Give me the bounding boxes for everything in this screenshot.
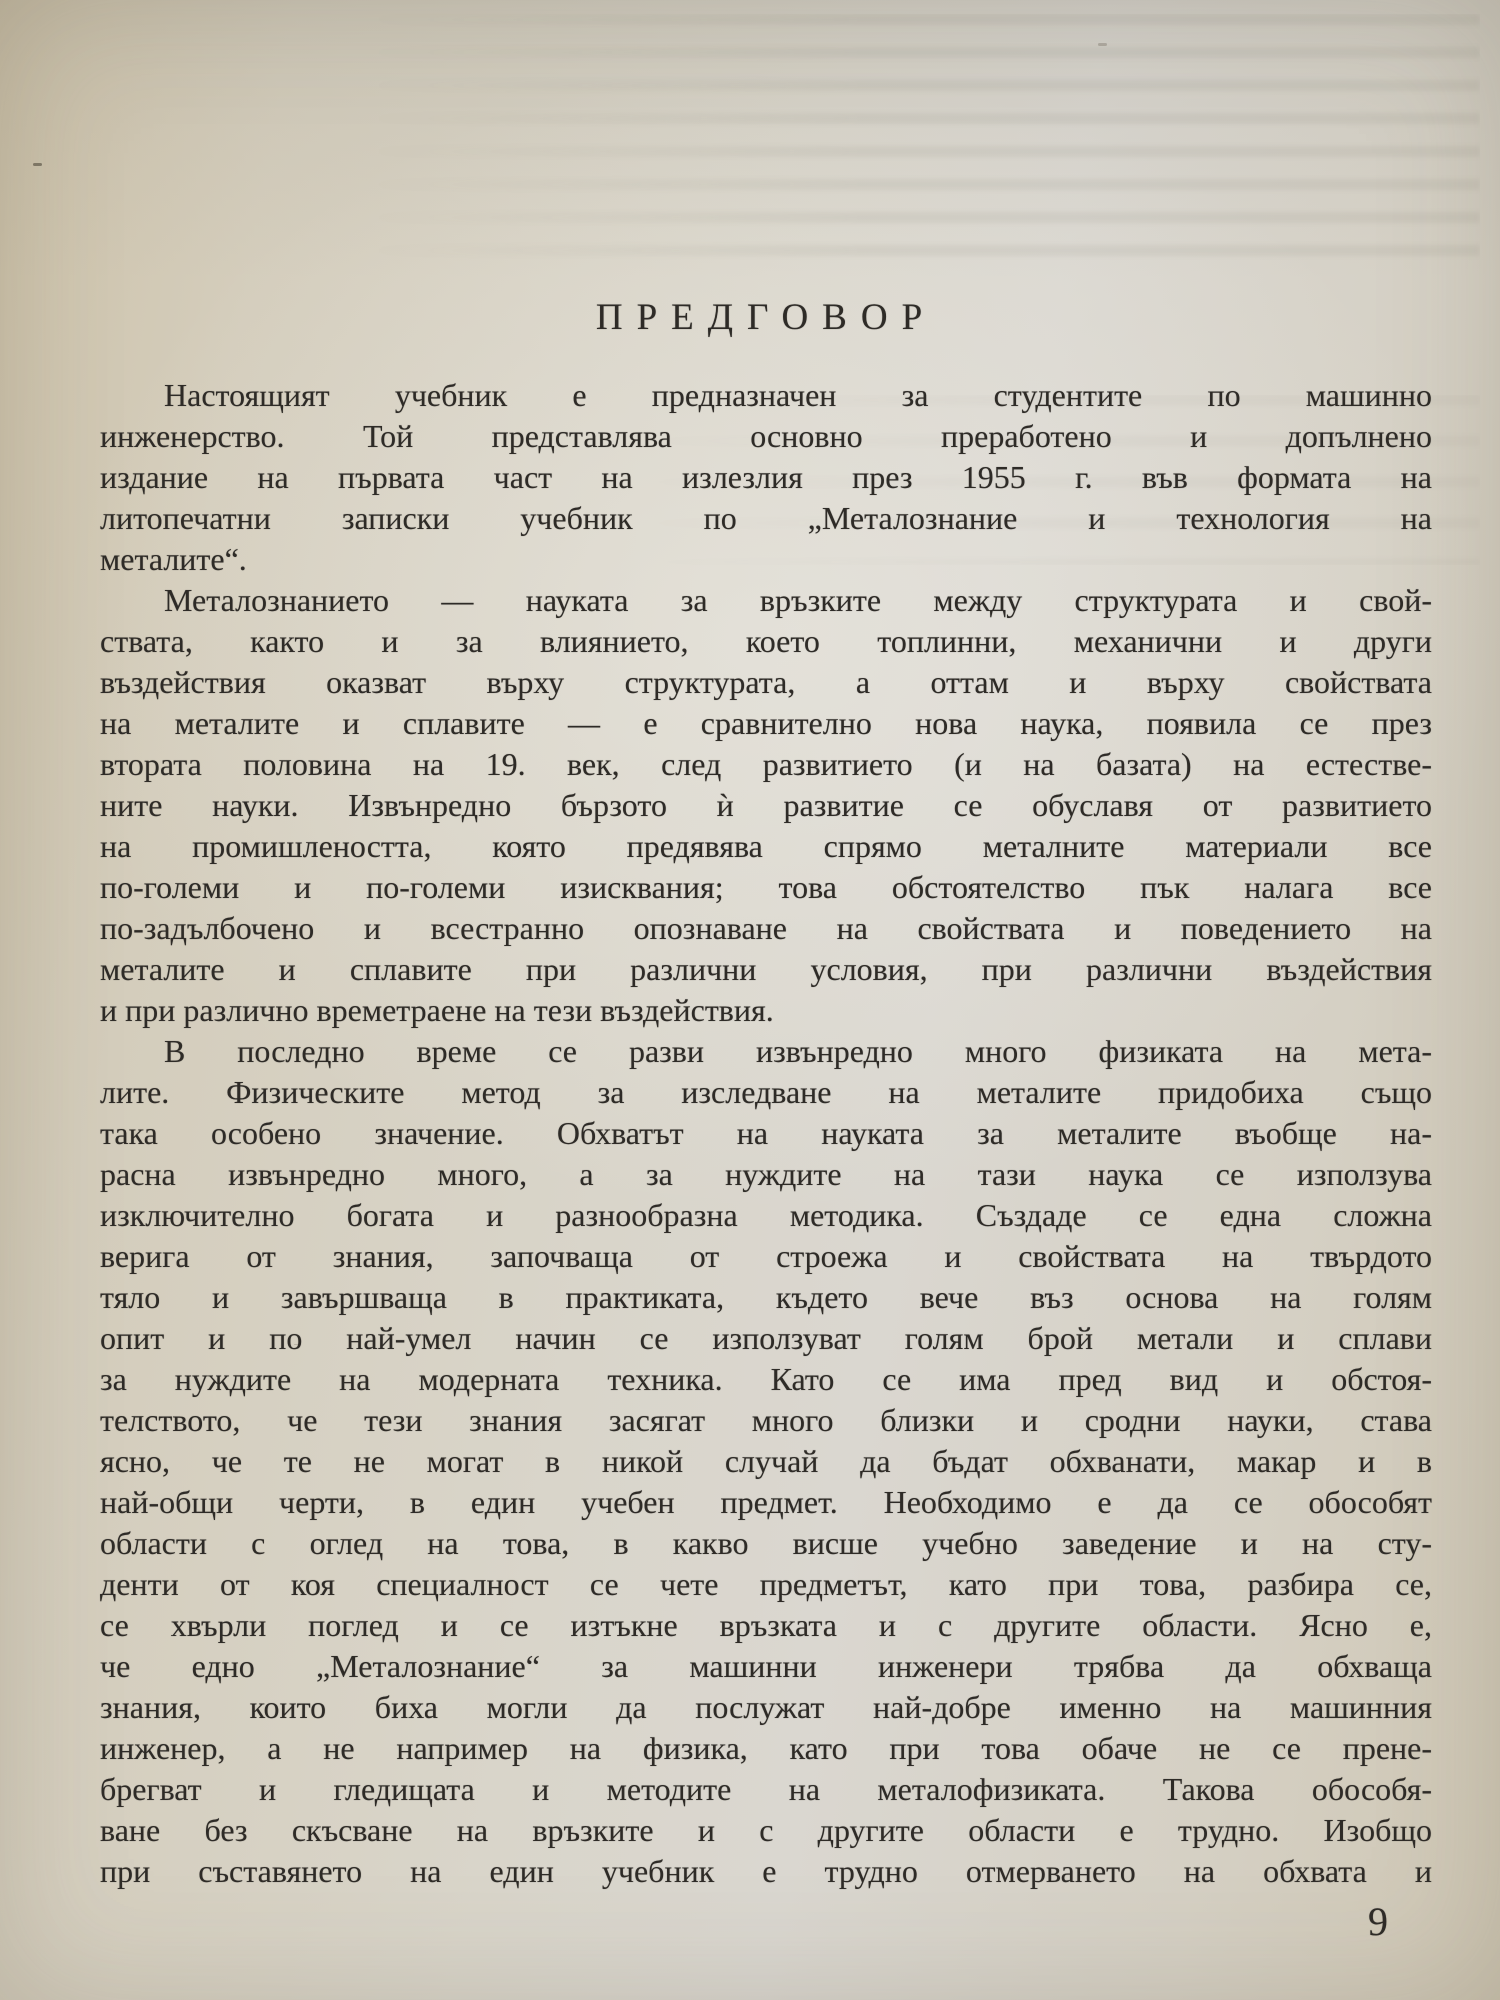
page-title: ПРЕДГОВОР <box>595 297 937 338</box>
text-line: се хвърли поглед и се изтъкне връзката и с другите области. Ясно е, <box>100 1607 1432 1643</box>
text-line: при съставянето на един учебник е трудно отмерването на обхвата и <box>100 1853 1432 1889</box>
text-line: знания, които биха могли да послужат най-добре именно на машинния <box>100 1689 1432 1725</box>
paragraph <box>100 375 1432 580</box>
text-line: че едно „Металознание“ за машинни инженери трябва да обхваща <box>100 1648 1432 1684</box>
text-line: Настоящият учебник е предназначен за студентите по машинно <box>164 377 1432 413</box>
text-line: опит и по най-умел начин се използуват голям брой метали и сплави <box>100 1320 1432 1356</box>
text-line: втората половина на 19. век, след развитието (и на базата) на естестве- <box>100 746 1432 782</box>
ink-bleedthrough-top <box>360 14 1480 264</box>
text-line: за нуждите на модерната техника. Като се има пред вид и обстоя- <box>100 1361 1432 1397</box>
text-line: металите“. <box>100 541 247 577</box>
text-line: лите. Физическите метод за изследване на металите придобиха също <box>100 1074 1432 1110</box>
text-line: на промишлеността, която предявява спрямо металните материали все <box>100 828 1432 864</box>
text-line: В последно време се разви извънредно много физиката на мета- <box>164 1033 1432 1069</box>
page-number: 9 <box>1368 1899 1388 1944</box>
text-line: денти от коя специалност се чете предметът, като при това, разбира се, <box>100 1566 1432 1602</box>
text-line: брегват и гледищата и методите на металофизиката. Такова обособя- <box>100 1771 1432 1807</box>
paragraph <box>100 1031 1432 1892</box>
text-line: така особено значение. Обхватът на науката за металите въобще на- <box>100 1115 1432 1151</box>
text-line: расна извънредно много, а за нуждите на тази наука се използува <box>100 1156 1432 1192</box>
text-line: литопечатни записки учебник по „Металознание и технология на <box>100 500 1432 536</box>
text-line: по-големи и по-големи изисквания; това обстоятелство пък налага все <box>100 869 1432 905</box>
text-line: Металознанието — науката за връзките между структурата и свой- <box>164 582 1432 618</box>
text-line: тяло и завършваща в практиката, където вече въз основа на голям <box>100 1279 1432 1315</box>
text-line: въздействия оказват върху структурата, а оттам и върху свойствата <box>100 664 1432 700</box>
text-line: ясно, че те не могат в никой случай да бъдат обхванати, макар и в <box>100 1443 1432 1479</box>
text-line: изключително богата и разнообразна методика. Създаде се една сложна <box>100 1197 1432 1233</box>
text-line: инженерство. Той представлява основно преработено и допълнено <box>100 418 1432 454</box>
text-line: области с оглед на това, в какво висше учебно заведение и на сту- <box>100 1525 1432 1561</box>
text-line: металите и сплавите при различни условия, при различни въздействия <box>100 951 1432 987</box>
text-line: инженер, а не например на физика, като при това обаче не се прене- <box>100 1730 1432 1766</box>
text-line: по-задълбочено и всестранно опознаване на свойствата и поведението на <box>100 910 1432 946</box>
text-line: и при различно времетраене на тези въздействия. <box>100 992 774 1028</box>
text-line: ване без скъсване на връзките и с другите области е трудно. Изобщо <box>100 1812 1432 1848</box>
text-line: на металите и сплавите — е сравнително нова наука, появила се през <box>100 705 1432 741</box>
text-line: ствата, както и за влиянието, което топлинни, механични и други <box>100 623 1432 659</box>
text-line: най-общи черти, в един учебен предмет. Необходимо е да се обособят <box>100 1484 1432 1520</box>
paragraph <box>100 580 1432 1031</box>
paper-speck <box>33 163 42 166</box>
text-line: ните науки. Извънредно бързото ѝ развитие се обуславя от развитието <box>100 787 1432 823</box>
text-line: верига от знания, започваща от строежа и свойствата на твърдото <box>100 1238 1432 1274</box>
text-line: телството, че тези знания засягат много близки и сродни науки, става <box>100 1402 1432 1438</box>
text-line: издание на първата част на излезлия през 1955 г. във формата на <box>100 459 1432 495</box>
preface-text <box>100 375 1432 1892</box>
